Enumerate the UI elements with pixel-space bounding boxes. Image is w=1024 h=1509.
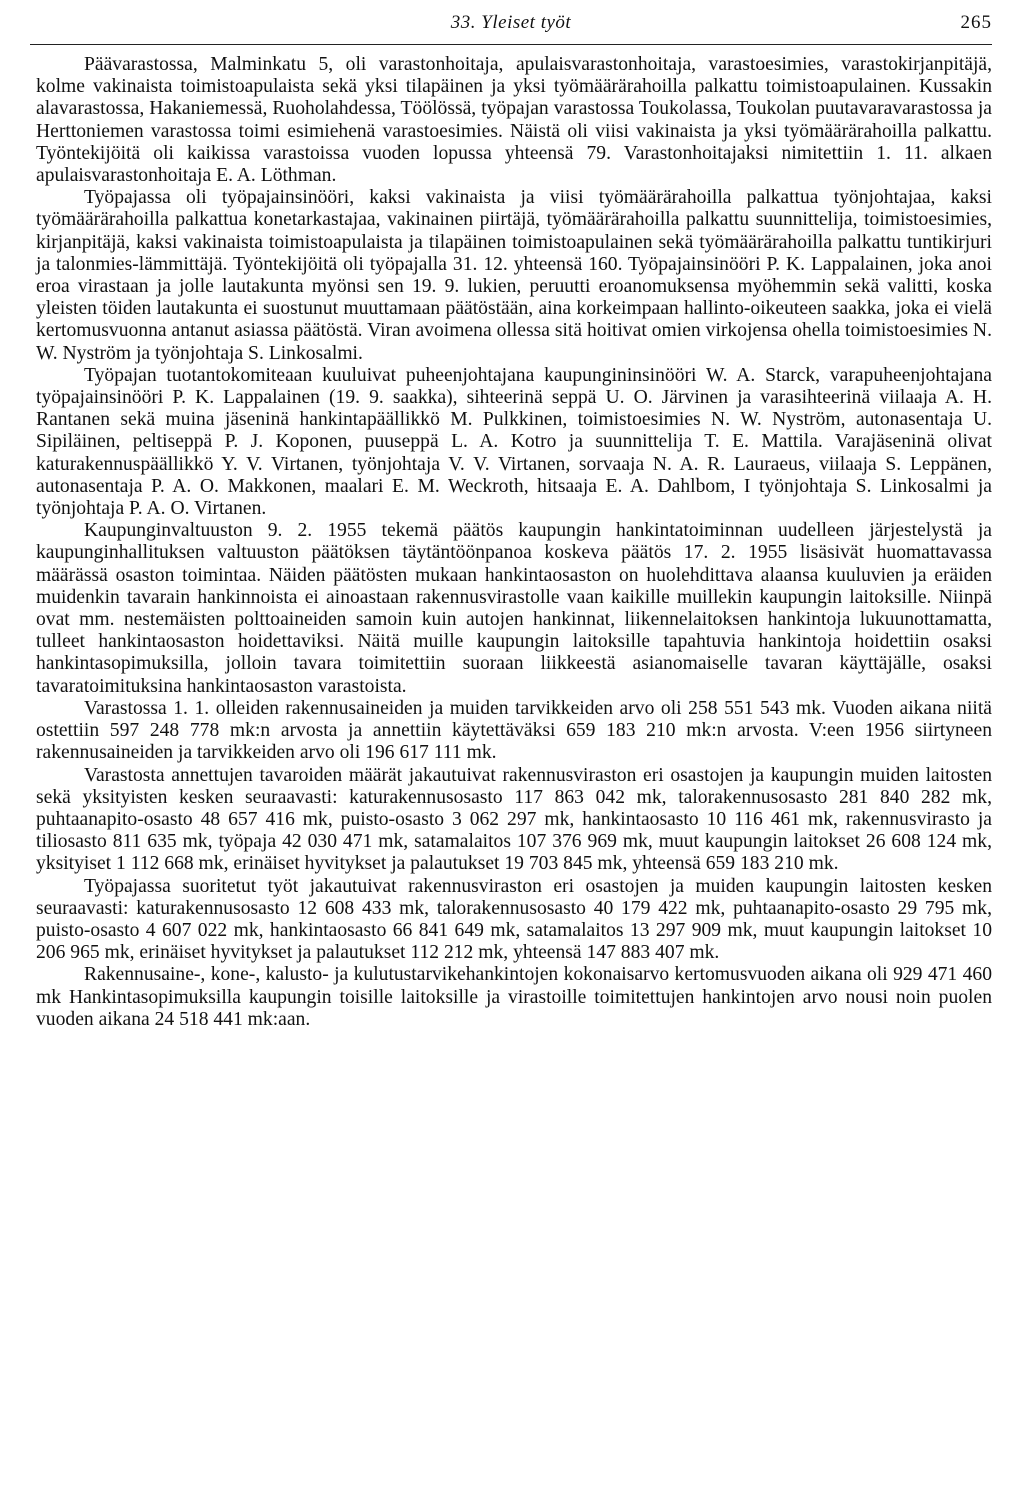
paragraph-council-decision: Kaupunginvaltuuston 9. 2. 1955 tekemä päätös kaupungin hankintatoiminnan uudelleen järjestelystä ja kaupunginhallituksen valtuuston päätöksen täytäntöönpanoa koskeva päätös 17. 2. 1955 lisäsivät huomattavassa määrässä osaston toimintaa. Näiden päätösten mukaan hankintaosaston on huolehdittava alaansa kuuluvien ja eräiden muidenkin tavarain hankinnoista ei ainoastaan rakennusvirastolle vaan kaikille muillekin kaupungin laitoksille. Niinpä ovat mm. nestemäisten polttoaineiden samoin kuin autojen hankinnat, liikennelaitoksen hankintoja lukuunottamatta, tulleet hankintaosaston hoidettaviksi. Näitä muille kaupungin laitoksille tapahtuvia hankintoja hoidettiin osaksi hankintasopimuksilla, jolloin tavara toimitettiin suoraan liikkeestä asianomaiselle tavaran käyttäjälle, osaksi tavaratoimituksina hankintaosaston varastoista. (36, 520, 992, 697)
body-text (36, 54, 992, 1031)
paragraph-procurement-total: Rakennusaine-, kone-, kalusto- ja kulutustarvikehankintojen kokonaisarvo kertomusvuoden aikana oli 929 471 460 mk Hankintasopimuksilla kaupungin toisille laitoksille ja virastoille toimitettujen hankintojen arvo nousi noin puolen vuoden aikana 24 518 441 mk:aan. (36, 964, 992, 1030)
paragraph-warehouse-value: Varastossa 1. 1. olleiden rakennusaineiden ja muiden tarvikkeiden arvo oli 258 551 543 mk. Vuoden aikana niitä ostettiin 597 248 778 mk:n arvosta ja annettiin käytettäväksi 659 183 210 mk:n arvosta. V:een 1956 siirtyneen rakennusaineiden ja tarvikkeiden arvo oli 196 617 111 mk. (36, 697, 992, 764)
page-number: 265 (960, 12, 992, 33)
paragraph-main-warehouse: Päävarastossa, Malminkatu 5, oli varastonhoitaja, apulaisvarastonhoitaja, varastoesimies, varastokirjanpitäjä, kolme vakinaista toimistoapulaista sekä yksi tilapäinen ja yksi työmäärärahoilla palkattu toimistoapulainen. Kussakin alavarastossa, Hakaniemessä, Ruoholahdessa, Töölössä, työpajan varastossa Toukolassa, Toukolan puutavaravarastossa ja Herttoniemen varastossa toimi esimiehenä varastoesimies. Näistä oli viisi vakinaista ja yksi työmäärärahoilla palkattu. Työntekijöitä oli kaikissa varastoissa vuoden lopussa yhteensä 79. Varastonhoitajaksi nimitettiin 1. 11. alkaen apulaisvarastonhoitaja E. A. Löthman. (36, 54, 992, 187)
paragraph-production-committee: Työpajan tuotantokomiteaan kuuluivat puheenjohtajana kaupungininsinööri W. A. Starck, varapuheenjohtajana työpajainsinööri P. K. Lappalainen (19. 9. saakka), sihteerinä seppä U. O. Järvinen ja varasihteerinä viilaaja A. H. Rantanen sekä muina jäseninä hankintapäällikkö M. Pulkkinen, toimistoesimies N. W. Nyström, autonasentaja U. Sipiläinen, peltiseppä P. J. Koponen, puuseppä L. A. Kotro ja suunnittelija T. E. Mattila. Varajäseninä olivat katurakennuspäällikkö Y. V. Virtanen, työnjohtaja V. V. Virtanen, sorvaaja N. A. R. Lauraeus, viilaaja S. Leppänen, autonasentaja P. A. O. Makkonen, maalari E. M. Weckroth, hitsaaja E. A. Dahlbom, I työnjohtaja S. Linkosalmi ja työnjohtaja P. A. O. Virtanen. (36, 364, 992, 520)
paragraph-goods-distribution: Varastosta annettujen tavaroiden määrät jakautuivat rakennusviraston eri osastojen ja kaupungin muiden laitosten sekä yksityisten kesken seuraavasti: katurakennusosasto 117 863 042 mk, talorakennusosasto 281 840 282 mk, puhtaanapito-osasto 48 657 416 mk, puisto-osasto 3 062 297 mk, hankintaosasto 10 116 461 mk, rakennusvirasto ja tiliosasto 811 635 mk, työpaja 42 030 471 mk, satamalaitos 107 376 969 mk, muut kaupungin laitokset 26 608 124 mk, yksityiset 1 112 668 mk, erinäiset hyvitykset ja palautukset 19 703 845 mk, yhteensä 659 183 210 mk. (36, 764, 992, 875)
paragraph-workshop-work: Työpajassa suoritetut työt jakautuivat rakennusviraston eri osastojen ja muiden kaupungin laitosten kesken seuraavasti: katurakennusosasto 12 608 433 mk, talorakennusosasto 40 179 422 mk, puhtaanapito-osasto 29 795 mk, puisto-osasto 4 607 022 mk, hankintaosasto 66 841 649 mk, satamalaitos 13 297 909 mk, muut kaupungin laitokset 10 206 965 mk, erinäiset hyvitykset ja palautukset 112 212 mk, yhteensä 147 883 407 mk. (36, 875, 992, 964)
paragraph-workshop-staff: Työpajassa oli työpajainsinööri, kaksi vakinaista ja viisi työmäärärahoilla palkattua työnjohtajaa, kaksi työmäärärahoilla palkattua konetarkastajaa, vakinainen piirtäjä, työmäärärahoilla palkattu suunnittelija, toimistoesimies, kirjanpitäjä, kaksi vakinaista toimistoapulaista ja tilapäinen toimistoapulainen sekä työmäärärahoilla palkattu tuntikirjuri ja talonmies-lämmittäjä. Työntekijöitä oli työpajalla 31. 12. yhteensä 160. Työpajainsinööri P. K. Lappalainen, joka anoi eroa virastaan ja jolle lautakunta myönsi sen 19. 9. lukien, peruutti eroanomuksensa myöhemmin sekä valitti, koska yleisten töiden lautakunta ei suostunut muuttamaan päätöstään, aina korkeimpaan hallinto-oikeuteen saakka, joka ei vielä kertomusvuonna antanut asiassa päätöstä. Viran avoimena ollessa sitä hoitivat omien virkojensa ohella toimistoesimies N. W. Nyström ja työnjohtaja S. Linkosalmi. (36, 187, 992, 364)
running-header (30, 8, 992, 45)
header-title: 33. Yleiset työt (450, 12, 572, 33)
